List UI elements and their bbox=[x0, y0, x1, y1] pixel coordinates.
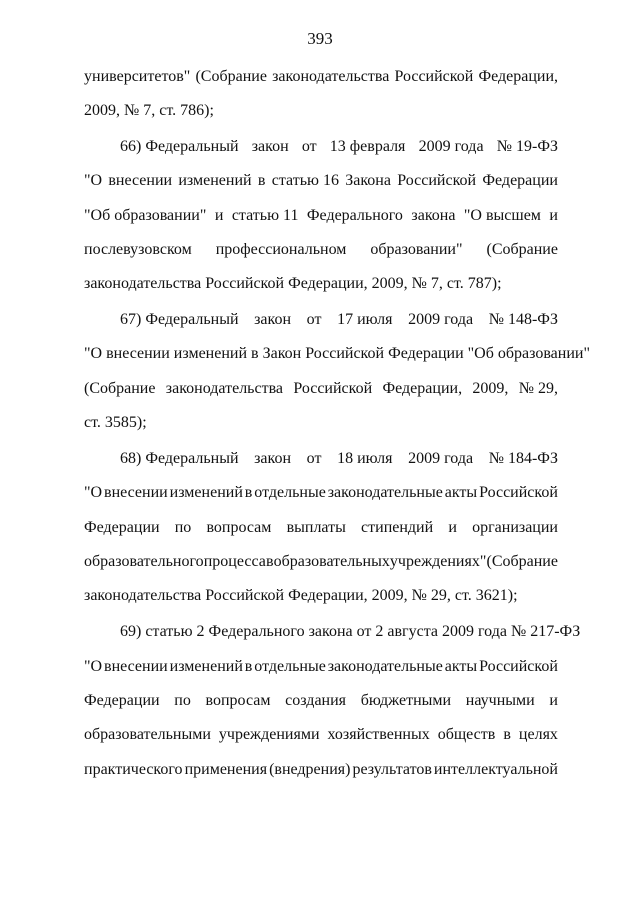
text-word: изменений bbox=[169, 658, 243, 675]
text-word: Российской bbox=[479, 658, 558, 675]
text-line bbox=[84, 656, 558, 678]
text-word: (Собрание bbox=[195, 68, 267, 85]
text-word: Российской bbox=[397, 172, 477, 189]
text-word: "Об образовании" bbox=[84, 207, 207, 224]
text-line bbox=[120, 309, 558, 331]
text-word: Российской bbox=[394, 68, 474, 85]
text-word: Российской bbox=[293, 380, 373, 397]
text-word: и bbox=[214, 207, 224, 224]
text-word: 68) Федеральный bbox=[120, 450, 239, 467]
text-line bbox=[84, 66, 558, 88]
text-word: внесении bbox=[104, 658, 168, 675]
text-word: интеллектуальной bbox=[433, 761, 558, 778]
text-word: 13 февраля bbox=[329, 138, 406, 155]
text-word: вопросам bbox=[206, 519, 272, 536]
text-word: в bbox=[257, 172, 266, 189]
text-word: статью 11 bbox=[231, 207, 299, 224]
text-word: 18 июля bbox=[337, 450, 393, 467]
text-line bbox=[84, 343, 590, 365]
text-word: в bbox=[244, 484, 253, 501]
text-line bbox=[84, 239, 558, 261]
text-word: хозяйственных bbox=[327, 726, 430, 743]
text-word: внесении bbox=[104, 484, 168, 501]
text-word: по bbox=[174, 692, 191, 709]
text-word: 67) Федеральный bbox=[120, 311, 239, 328]
text-word: и bbox=[549, 207, 558, 224]
text-word: законодательства Российской Федерации, 2009, № 7, ст. 787); bbox=[84, 275, 502, 292]
text-word: образовательных bbox=[273, 553, 390, 570]
text-word: законодательные bbox=[327, 484, 443, 501]
text-line bbox=[84, 412, 558, 434]
text-line bbox=[120, 448, 558, 470]
text-word: № 148-ФЗ bbox=[488, 311, 558, 328]
text-word: Федерального bbox=[306, 207, 403, 224]
text-word: законодательства bbox=[165, 380, 284, 397]
text-word: профессиональном bbox=[215, 241, 347, 258]
text-line bbox=[120, 621, 581, 643]
text-word: от bbox=[301, 138, 317, 155]
text-word: отдельные bbox=[254, 484, 326, 501]
text-word: 69) статью 2 Федерального закона от 2 августа 2009 года № 217-ФЗ bbox=[120, 623, 581, 640]
text-word: стипендий bbox=[361, 519, 434, 536]
text-word: по bbox=[174, 519, 192, 536]
text-word: № 19-ФЗ bbox=[496, 138, 558, 155]
text-word: 2009, № 7, ст. 786); bbox=[84, 102, 214, 119]
text-word: результатов bbox=[352, 761, 432, 778]
text-word: послевузовском bbox=[84, 241, 192, 258]
text-word: изменений bbox=[169, 484, 243, 501]
text-word: "О bbox=[84, 172, 103, 189]
text-line bbox=[84, 100, 558, 122]
text-word: статью 16 bbox=[271, 172, 339, 189]
text-word: Закона bbox=[345, 172, 391, 189]
text-word: акты bbox=[444, 658, 478, 675]
text-word: Федерации bbox=[84, 692, 160, 709]
text-word: законодательства bbox=[272, 68, 390, 85]
text-word: "О bbox=[84, 658, 103, 675]
text-word: образовании" bbox=[370, 241, 463, 258]
text-word: внесении bbox=[108, 172, 173, 189]
text-word: в bbox=[244, 658, 253, 675]
text-line bbox=[84, 690, 558, 712]
text-word: вопросам bbox=[205, 692, 271, 709]
text-word: учреждениями bbox=[218, 726, 320, 743]
text-word: выплаты bbox=[286, 519, 346, 536]
text-word: Федерации, bbox=[382, 380, 463, 397]
text-line bbox=[84, 482, 558, 504]
text-word: от bbox=[306, 450, 322, 467]
text-word: "О внесении изменений в Закон Российской Федерации "Об образовании" bbox=[84, 345, 590, 362]
text-word: бюджетными bbox=[360, 692, 452, 709]
text-word: целях bbox=[518, 726, 558, 743]
text-word: ст. 3585); bbox=[84, 414, 147, 431]
text-line bbox=[84, 551, 558, 573]
text-word: законодательства Российской Федерации, 2009, № 29, ст. 3621); bbox=[84, 587, 518, 604]
text-word: № 29, bbox=[518, 380, 558, 397]
text-word: создания bbox=[285, 692, 347, 709]
text-line bbox=[84, 517, 558, 539]
text-word: 2009 года bbox=[408, 311, 474, 328]
text-word: 2009 года bbox=[408, 450, 474, 467]
text-word: в bbox=[503, 726, 511, 743]
text-line bbox=[84, 585, 558, 607]
text-word: 2009, bbox=[472, 380, 509, 397]
text-line bbox=[84, 378, 558, 400]
text-word: законодательные bbox=[327, 658, 443, 675]
text-word: организации bbox=[472, 519, 558, 536]
text-word: Российской bbox=[479, 484, 558, 501]
text-word: закон bbox=[254, 450, 292, 467]
text-word: 66) Федеральный bbox=[120, 138, 239, 155]
text-line bbox=[84, 170, 558, 192]
text-line bbox=[84, 759, 558, 781]
text-line bbox=[120, 136, 558, 158]
text-word: отдельные bbox=[254, 658, 326, 675]
text-word: 2009 года bbox=[418, 138, 484, 155]
text-word: акты bbox=[444, 484, 478, 501]
text-word: и bbox=[549, 692, 558, 709]
text-word: Федерации bbox=[482, 172, 558, 189]
text-word: от bbox=[306, 311, 322, 328]
text-word: закон bbox=[254, 311, 292, 328]
text-word: (Собрание bbox=[486, 553, 558, 570]
text-word: № 184-ФЗ bbox=[488, 450, 558, 467]
text-word: Федерации bbox=[84, 519, 160, 536]
text-word: (Собрание bbox=[486, 241, 558, 258]
text-word: Федерации, bbox=[478, 68, 558, 85]
text-word: процесса bbox=[203, 553, 266, 570]
text-line bbox=[84, 205, 558, 227]
text-word: обществ bbox=[437, 726, 496, 743]
text-word: "О высшем bbox=[463, 207, 541, 224]
text-word: университетов" bbox=[84, 68, 191, 85]
text-word: изменений bbox=[178, 172, 252, 189]
text-word: в bbox=[265, 553, 274, 570]
text-word: научными bbox=[465, 692, 535, 709]
page-number: 393 bbox=[307, 29, 333, 48]
text-word: применения bbox=[184, 761, 268, 778]
text-word: образовательными bbox=[84, 726, 211, 743]
text-word: (внедрения) bbox=[269, 761, 351, 778]
text-word: "О bbox=[84, 484, 103, 501]
text-word: 17 июля bbox=[337, 311, 393, 328]
text-word: закон bbox=[251, 138, 289, 155]
text-word: образовательного bbox=[84, 553, 204, 570]
text-word: практического bbox=[84, 761, 183, 778]
text-word: и bbox=[448, 519, 457, 536]
text-line bbox=[84, 724, 558, 746]
text-word: (Собрание bbox=[84, 380, 156, 397]
text-word: учреждениях" bbox=[389, 553, 487, 570]
text-word: закона bbox=[411, 207, 456, 224]
text-line bbox=[84, 273, 558, 295]
